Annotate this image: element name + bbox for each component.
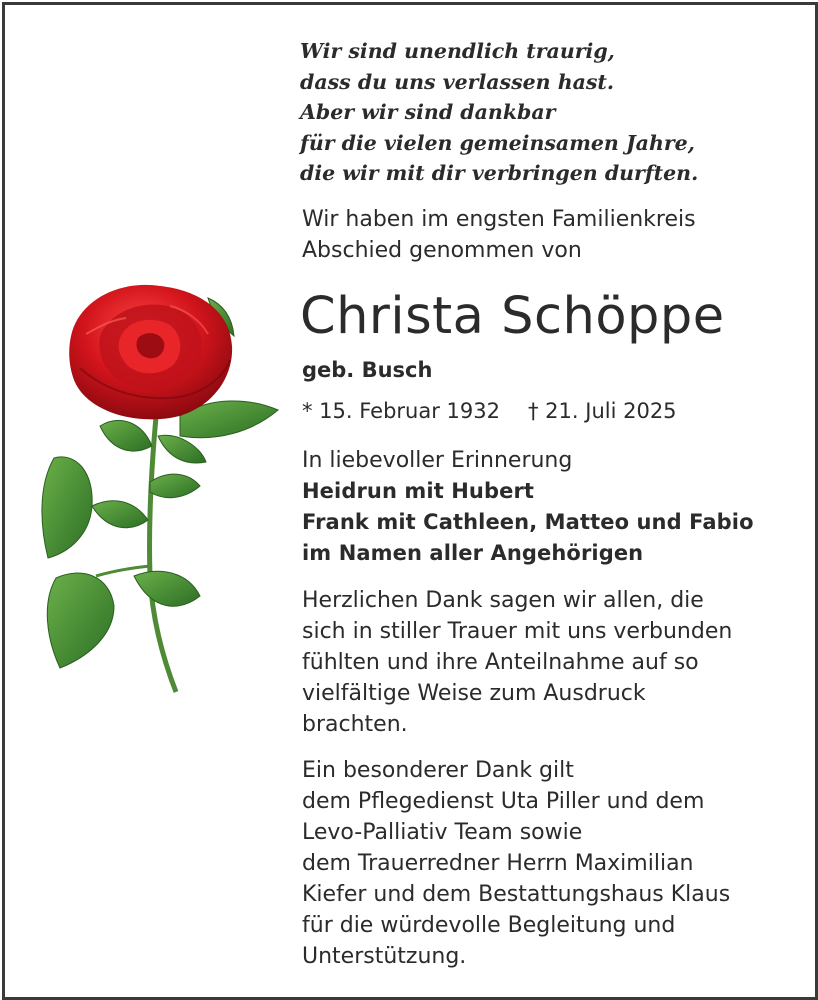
poem-line: Wir sind unendlich traurig, (300, 39, 615, 63)
intro-text (302, 204, 802, 266)
intro-line: Abschied genommen von (302, 238, 582, 263)
poem-line: Aber wir sind dankbar (300, 100, 556, 124)
intro-line: Wir haben im engsten Familienkreis (302, 207, 696, 232)
birth-date: * 15. Februar 1932 (302, 399, 500, 423)
special-thanks-line: Kiefer und dem Bestattungshaus Klaus (302, 882, 731, 907)
special-thanks-line: Ein besonderer Dank gilt (302, 758, 574, 783)
special-thanks-line: dem Trauerredner Herrn Maximilian (302, 851, 694, 876)
special-thanks-line: Unterstützung. (302, 944, 467, 969)
mourner-line: Frank mit Cathleen, Matteo und Fabio (302, 510, 754, 534)
deceased-name: Christa Schöppe (300, 287, 725, 346)
thanks-text (302, 585, 802, 740)
maiden-name: geb. Busch (302, 358, 433, 382)
special-thanks-line: für die würdevolle Begleitung und (302, 913, 676, 938)
thanks-line: sich in stiller Trauer mit uns verbunden (302, 619, 733, 644)
poem-line: für die vielen gemeinsamen Jahre, (300, 130, 695, 155)
death-date: † 21. Juli 2025 (528, 399, 677, 423)
poem-line: die wir mit dir verbringen durften. (300, 161, 699, 185)
memory-intro: In liebevoller Erinnerung (302, 448, 573, 473)
thanks-line: brachten. (302, 712, 408, 737)
mourners-block (302, 445, 802, 569)
thanks-line: fühlten und ihre Anteilnahme auf so (302, 650, 699, 675)
life-dates (302, 396, 802, 426)
mourner-line: im Namen aller Angehörigen (302, 541, 644, 565)
red-rose-image (30, 276, 290, 696)
poem (300, 36, 800, 189)
special-thanks-text (302, 755, 802, 972)
special-thanks-line: Levo-Palliativ Team sowie (302, 820, 583, 845)
mourner-line: Heidrun mit Hubert (302, 479, 535, 503)
thanks-line: Herzlichen Dank sagen wir allen, die (302, 588, 704, 613)
thanks-line: vielfältige Weise zum Ausdruck (302, 681, 646, 706)
poem-line: dass du uns verlassen hast. (300, 69, 615, 94)
special-thanks-line: dem Pflegedienst Uta Piller und dem (302, 789, 705, 814)
